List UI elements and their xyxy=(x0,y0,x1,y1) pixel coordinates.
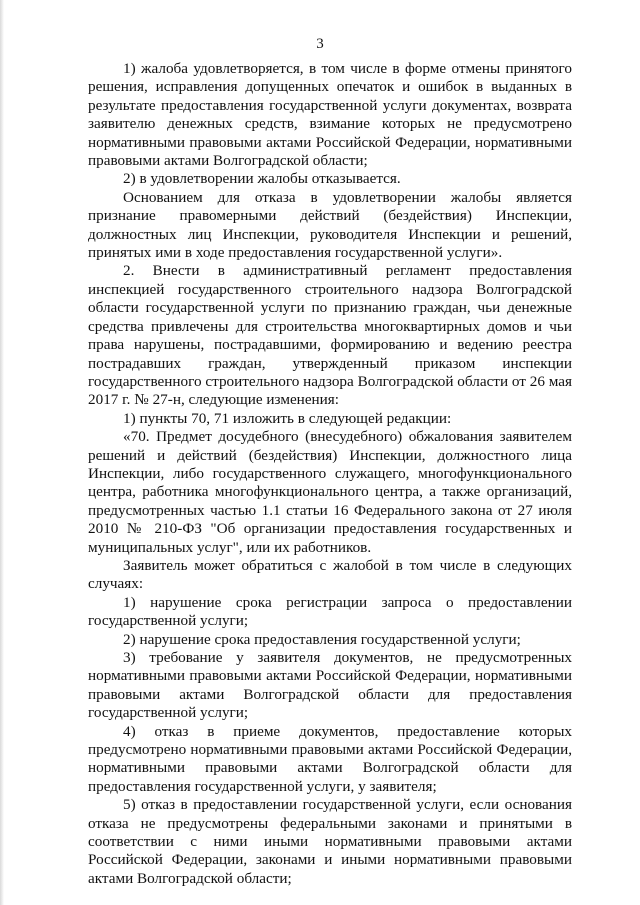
paragraph-refusal-grounds: Основанием для отказа в удовлетворении жалобы является признание правомерными действий (бездействия) Инспекции, должностных лиц Инспекции, руководителя Инспекции и решений, принятых ими в ходе предоставления государственной услуги». xyxy=(88,188,572,262)
list-item-2: 2) нарушение срока предоставления государственной услуги; xyxy=(123,630,521,648)
paragraph-complaint-cases: Заявитель может обратиться с жалобой в том числе в следующих случаях: xyxy=(88,556,572,593)
paragraph-complaint-satisfied: 1) жалоба удовлетворяется, в том числе в форме отмены принятого решения, исправления допущенных опечаток и ошибок в выданных в результате предоставления государственной услуги документах, возврата заявителю денежных средств, взимание которых не предусмотрено нормативными правовыми актами Российской Федерации, нормативными правовыми актами Волгоградской области; xyxy=(88,60,572,170)
list-item-3: 3) требование у заявителя документов, не предусмотренных нормативными правовыми актами Российской Федерации, нормативными правовыми актами Волгоградской области для предоставления государственной услуги; xyxy=(88,649,572,722)
list-item-1: 1) нарушение срока регистрации запроса о предоставлении государственной услуги; xyxy=(88,593,572,630)
list-item-4: 4) отказ в приеме документов, предоставление которых предусмотрено нормативными правовыми актами Российской Федерации, нормативными правовыми актами Волгоградской области для предоставления государственной услуги, у заявителя; xyxy=(88,722,572,795)
paragraph-complaint-refused: 2) в удовлетворении жалобы отказывается. xyxy=(123,170,401,188)
page-number: 3 xyxy=(316,36,324,52)
page-edge-shadow xyxy=(0,0,4,905)
paragraph-points-70-71: 1) пункты 70, 71 изложить в следующей редакции: xyxy=(123,409,452,427)
document-body xyxy=(88,60,572,888)
paragraph-point-70: «70. Предмет досудебного (внесудебного) обжалования заявителем решений и действий (бездействия) Инспекции, должностного лица Инспекции, либо государственного служащего, многофункционального центра, работника многофункционального центра, а также организаций, предусмотренных частью 1.1 статьи 16 Федерального закона от 27 июля 2010 № 210-ФЗ "Об организации предоставления государственных и муниципальных услуг", или их работников. xyxy=(88,428,572,556)
list-item-5: 5) отказ в предоставлении государственной услуги, если основания отказа не предусмотрены федеральными законами и принятыми в соответствии с ними иными нормативными правовыми актами Российской Федерации, законами и иными нормативными правовыми актами Волгоградской области; xyxy=(88,796,572,887)
paragraph-amendment-item-2: 2. Внести в административный регламент предоставления инспекцией государственного строительного надзора Волгоградской области государственной услуги по признанию граждан, чьи денежные средства привлечены для строительства многоквартирных домов и чьи права нарушены, пострадавшими, формированию и ведению реестра пострадавших граждан, утвержденный приказом инспекции государственного строительного надзора Волгоградской области от 26 мая 2017 г. № 27-н, следующие изменения: xyxy=(88,262,572,409)
